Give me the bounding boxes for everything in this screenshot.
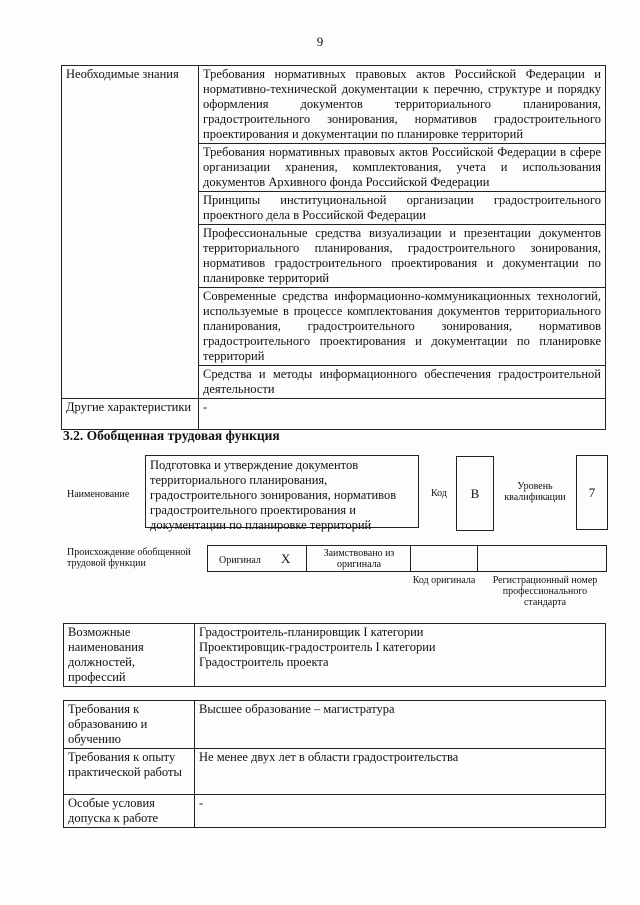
name-label: Наименование bbox=[67, 489, 130, 500]
knowledge-item: Средства и методы информационного обеспечения градостроительной деятельности bbox=[199, 366, 606, 399]
table-row bbox=[64, 701, 606, 749]
position-item: Градостроитель-планировщик I категории bbox=[199, 625, 424, 639]
level-value: 7 bbox=[576, 455, 608, 530]
knowledge-label: Необходимые знания bbox=[62, 66, 199, 399]
knowledge-item: Профессиональные средства визуализации и презентации документов территориального планирования, градостроительного зонирования, нормативов градостроительного проектирования и документации по планировке территорий bbox=[199, 225, 606, 288]
origin-label: Происхождение обобщенной трудовой функции bbox=[67, 547, 191, 569]
experience-value: Не менее двух лет в области градостроительства bbox=[195, 749, 606, 795]
requirements-table bbox=[63, 700, 606, 828]
education-label: Требования к образованию и обучению bbox=[64, 701, 195, 749]
positions-label: Возможные наименования должностей, профессий bbox=[64, 624, 195, 687]
code-label: Код bbox=[431, 488, 447, 499]
admission-label: Особые условия допуска к работе bbox=[64, 795, 195, 828]
other-value: - bbox=[199, 399, 606, 430]
other-label: Другие характеристики bbox=[62, 399, 199, 430]
knowledge-item: Требования нормативных правовых актов Российской Федерации и нормативно-технической документации к перечню, структуре и порядку оформления документов территориального планирования, градостроительного зонирования, нормативов градостроительного проектирования и документации по планировке территорий bbox=[199, 66, 606, 144]
original-label: Оригинал bbox=[219, 555, 261, 566]
table-row bbox=[64, 749, 606, 795]
knowledge-item: Требования нормативных правовых актов Российской Федерации в сфере организации хранения, комплектования, учета и использования документов Архивного фонда Российской Федерации bbox=[199, 144, 606, 192]
knowledge-item: Современные средства информационно-коммуникационных технологий, используемые в процессе комплектования документов территориального планирования, градостроительного зонирования, нормативов градостроительного проектирования и документации по планировке территорий bbox=[199, 288, 606, 366]
original-cell bbox=[207, 545, 307, 572]
education-value: Высшее образование – магистратура bbox=[195, 701, 606, 749]
experience-label: Требования к опыту практической работы bbox=[64, 749, 195, 795]
page-number: 9 bbox=[316, 34, 324, 49]
original-code-cell bbox=[410, 545, 478, 572]
knowledge-table bbox=[61, 65, 606, 430]
function-name: Подготовка и утверждение документов территориального планирования, градостроительного зонирования, нормативов градостроительного проектирования и документации по планировке территорий bbox=[145, 455, 419, 528]
original-mark: X bbox=[281, 551, 291, 566]
origin-row bbox=[207, 545, 607, 572]
admission-value: - bbox=[195, 795, 606, 828]
borrowed-cell bbox=[306, 545, 411, 572]
positions-table bbox=[63, 623, 606, 687]
section-title: 3.2. Обобщенная трудовая функция bbox=[63, 428, 280, 443]
level-label: Уровень квалификации bbox=[504, 481, 566, 503]
borrowed-label: Заимствовано из оригинала bbox=[323, 548, 395, 570]
reg-caption: Регистрационный номер профессионального стандарта bbox=[492, 575, 598, 608]
positions-values bbox=[195, 624, 606, 687]
table-row bbox=[64, 624, 606, 687]
table-row bbox=[62, 66, 606, 144]
position-item: Градостроитель проекта bbox=[199, 655, 329, 669]
position-item: Проектировщик-градостроитель I категории bbox=[199, 640, 436, 654]
knowledge-item: Принципы институциональной организации градостроительного проектного дела в Российской Федерации bbox=[199, 192, 606, 225]
code-value: B bbox=[456, 456, 494, 531]
table-row bbox=[62, 399, 606, 430]
reg-number-cell bbox=[477, 545, 607, 572]
table-row bbox=[64, 795, 606, 828]
code-caption: Код оригинала bbox=[412, 575, 476, 586]
